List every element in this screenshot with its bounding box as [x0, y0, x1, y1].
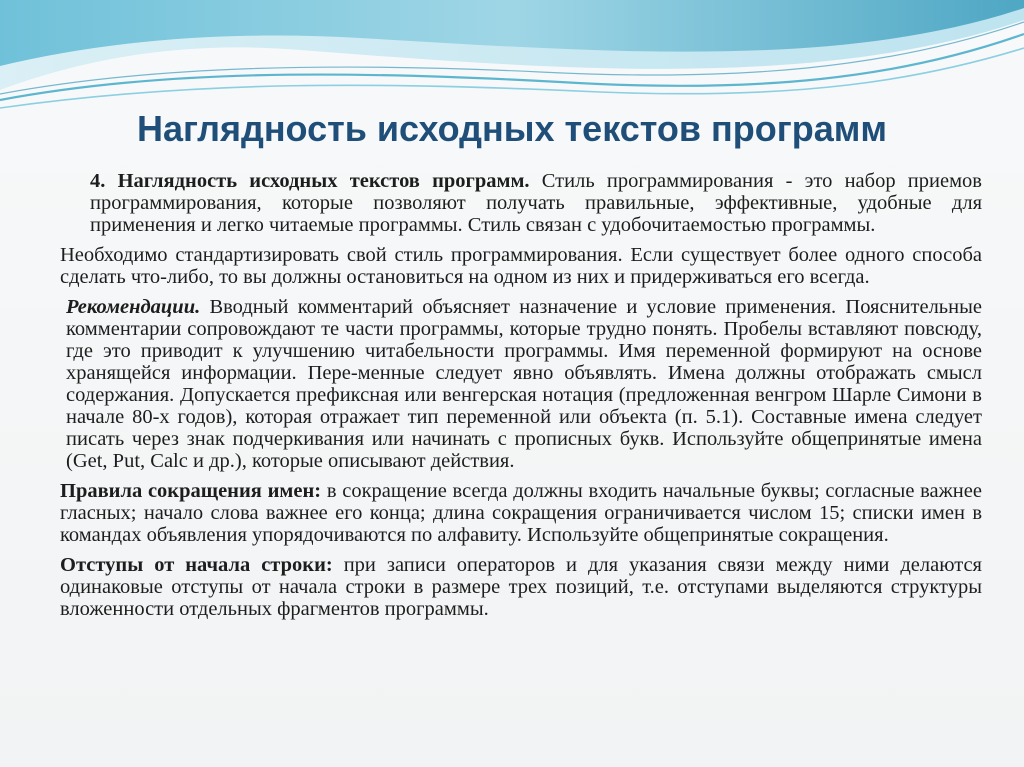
paragraph-text: Необходимо стандартизировать свой стиль программирования. Если существует более одного способа сделать что-либо, то вы должны остановиться на одном из них и придерживаться его всегда. [60, 244, 982, 288]
paragraph-text: Вводный комментарий объясняет назначение и условие применения. Пояснительные комментарии сопровождают те части программы, которые трудно понять. Пробелы вставляют повсюду, где это приводит к улучшению читабельности программы. Имя переменной формируют на основе хранящейся информации. Пере-менные следует явно объявлять. Имена должны отображать смысл содержания. Допускается префиксная или венгерская нотация (предложенная венгром Шарле Симони в начале 80-х годов), которая отражает тип переменной или объекта (п. 5.1). Составные имена следует писать через знак подчеркивания или начинать с прописных букв. Используйте общепринятые имена (Get, Put, Calc и др.), которые описывают действия. [66, 296, 982, 472]
paragraph-text: Стиль программирования - это набор приемов программирования, которые позволяют получать правильные, эффективные, удобные для применения и легко читаемые программы. Стиль связан с удобочитаемостью программы. [90, 170, 982, 236]
paragraph-abbreviation-rules [60, 480, 982, 546]
paragraph-recommendations [60, 296, 982, 472]
paragraph-lead: Отступы от начала строки: [60, 554, 333, 576]
paragraph-standardize [60, 244, 982, 288]
paragraph-text: в сокращение всегда должны входить начальные буквы; согласные важнее гласных; начало слова важнее его конца; длина сокращения ограничивается числом 15; списки имен в командах объявления упорядочиваются по алфавиту. Используйте общепринятые сокращения. [60, 480, 982, 546]
slide-body [60, 170, 982, 628]
decorative-wave-header [0, 0, 1024, 120]
paragraph-text: при записи операторов и для указания связи между ними делаются одинаковые отступы от начала строки в размере трех позиций, т.е. отступами выделяются структуры вложенности отдельных фрагментов программы. [60, 554, 982, 620]
paragraph-lead: 4. Наглядность исходных текстов программ. [90, 170, 530, 192]
paragraph-lead: Рекомендации. [66, 296, 201, 318]
slide-title: Наглядность исходных текстов программ [136, 108, 888, 149]
paragraph-definition [60, 170, 982, 236]
paragraph-indentation [60, 554, 982, 620]
paragraph-lead: Правила сокращения имен: [60, 480, 322, 502]
